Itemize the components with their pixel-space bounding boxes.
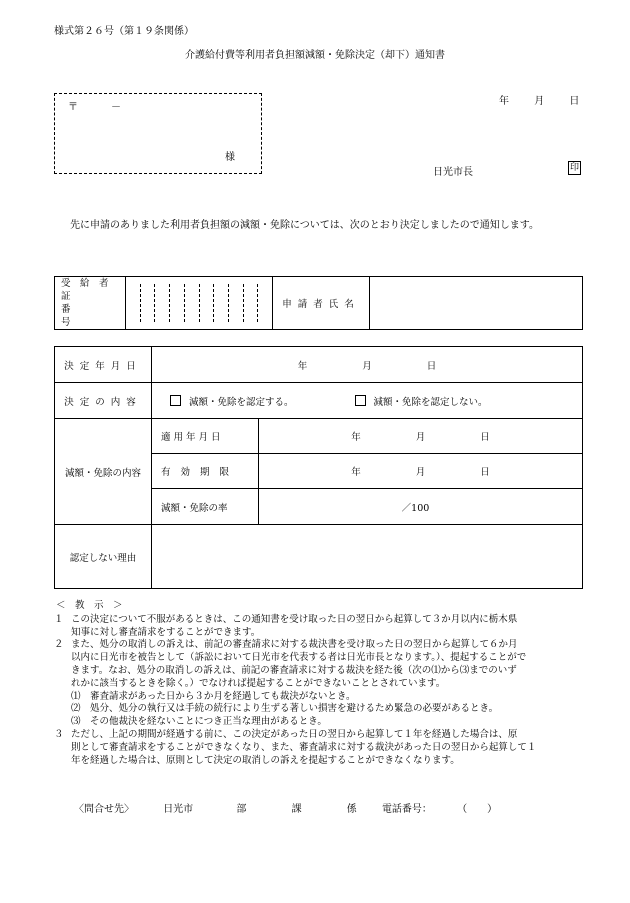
decision-content-field <box>152 383 583 419</box>
decision-table <box>54 346 583 589</box>
recipient-number-label-2: 番 号 <box>61 304 119 328</box>
apply-year: 年 <box>351 432 361 443</box>
rate-value: ／100 <box>401 502 430 514</box>
rate-label: 減額・免除の率 <box>152 489 259 525</box>
contact-section: 課 <box>291 804 302 815</box>
decision-month: 月 <box>362 360 372 372</box>
notice-item-2: ２ また、処分の取消しの訴えは、前記の審査請求に対する裁決書を受け取った日の翌日から起算して６か月 以内に日光市を被告として（訴訟において日光市を代表する者は日光市長となります。）、提起することがで きます。なお、処分の取消しの訴えは、前記の審査請求に対する裁決を経た後（次の⑴から⑶までのいず れかに該当するときを除く。）でなければ提起することができないこととされています。 <box>54 639 527 689</box>
apply-day: 日 <box>480 432 490 443</box>
seal-mark: 印 <box>569 163 579 173</box>
contact-line <box>74 800 497 815</box>
rate-field[interactable] <box>259 489 583 525</box>
notice-section <box>54 600 589 767</box>
id-table <box>54 276 583 330</box>
form-number: 様式第２６号（第１９条関係） <box>54 26 194 37</box>
honorific: 様 <box>225 152 235 163</box>
contact-label: 〈問合せ先〉 <box>74 804 134 815</box>
decision-date-field[interactable] <box>152 347 583 383</box>
decision-year: 年 <box>297 360 308 372</box>
postal-mark: 〒 <box>68 102 78 113</box>
issue-date <box>499 92 579 107</box>
document-title: 介護給付費等利用者負担額減額・免除決定（却下）通知書 <box>185 50 445 61</box>
issue-day-label: 日 <box>569 96 580 107</box>
decision-content-label: 決定の内容 <box>55 383 152 419</box>
issue-year-label: 年 <box>499 96 509 107</box>
valid-period-field[interactable] <box>259 454 583 489</box>
contact-phone-label: 電話番号： <box>381 804 432 815</box>
notice-item-1: １ この決定について不服があるときは、この通知書を受け取った日の翌日から起算して３か月以内に栃木県 知事に対し審査請求をすることができます。 <box>54 613 518 638</box>
applicant-name-label: 申請者氏名 <box>273 277 370 330</box>
applicant-name-field[interactable] <box>370 277 583 330</box>
reject-reason-field[interactable] <box>152 525 583 589</box>
intro-text: 先に申請のありました利用者負担額の減額・免除については、次のとおり決定しましたので通知します。 <box>70 220 539 231</box>
apply-month: 月 <box>415 432 426 443</box>
reject-reason-label: 認定しない理由 <box>55 525 152 589</box>
contact-city: 日光市 <box>163 804 194 815</box>
notice-sub-3: ⑶ その他裁決を経ないことにつき正当な理由があるとき。 <box>71 716 327 728</box>
decision-date-label: 決定年月日 <box>55 347 152 383</box>
notice-item-3: ３ ただし、上記の期間が経過する前に、この決定があった日の翌日から起算して１年を経過した場合は、原 則として審査請求をすることができなくなり、また、審査請求に対する裁決があった日の翌日から起算して１ 年を経過した場合は、原則として決定の取消しの訴えを提起することができなくなります。 <box>54 728 537 766</box>
apply-date-label: 適用年月日 <box>152 419 259 454</box>
contact-unit: 係 <box>346 804 357 815</box>
contact-dept: 部 <box>236 804 247 815</box>
notice-sub-2: ⑵ 処分、処分の執行又は手続の続行により生ずる著しい損害を避けるため緊急の必要があるとき。 <box>71 703 499 715</box>
postal-dash: － <box>111 102 121 113</box>
approve-option-label: 減額・免除を認定する。 <box>189 396 294 408</box>
issue-month-label: 月 <box>534 96 545 107</box>
reject-checkbox[interactable] <box>355 395 366 406</box>
issuer-name: 日光市長 <box>433 167 473 178</box>
apply-date-field[interactable] <box>259 419 583 454</box>
reject-option-label: 減額・免除を認定しない。 <box>373 396 488 408</box>
valid-period-label: 有効期限 <box>152 454 259 489</box>
notice-sub-1: ⑴ 審査請求があった日から３か月を経過しても裁決がないとき。 <box>71 690 356 702</box>
valid-day: 日 <box>480 467 490 478</box>
recipient-number-label-1: 受 給 者 証 <box>61 278 119 302</box>
valid-year: 年 <box>351 467 361 478</box>
notice-heading: ＜ 教 示 ＞ <box>56 600 123 611</box>
contact-phone-field: （ ） <box>457 804 498 815</box>
valid-month: 月 <box>415 467 426 478</box>
approve-checkbox[interactable] <box>170 395 181 406</box>
recipient-number-field[interactable] <box>126 277 273 330</box>
recipient-number-label <box>55 277 126 330</box>
decision-day: 日 <box>426 360 437 372</box>
reduction-content-label: 減額・免除の内容 <box>55 419 152 525</box>
